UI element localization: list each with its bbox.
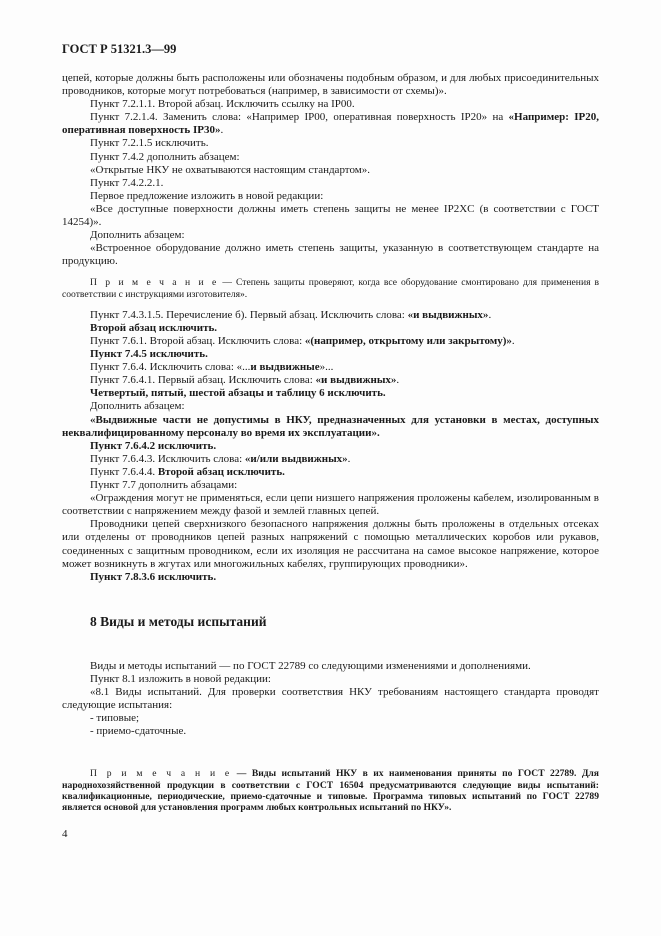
note-label: П р и м е ч а н и е [90,768,232,780]
paragraph [62,374,599,387]
paragraph: «Встроенное оборудование должно иметь степень защиты, указанную в соответствующем стандарте на продукцию. [62,242,599,268]
paragraph: «Выдвижные части не допустимы в НКУ, предназначенных для установки в местах, доступных неквалифицированному персоналу во время их эксплуатации». [62,413,599,439]
list-item: - типовые; [90,712,140,725]
paragraph: Пункт 8.1 изложить в новой редакции: [90,672,271,685]
paragraph: Пункт 7.8.3.6 исключить. [90,570,217,583]
paragraph: Пункт 7.6.4.2 исключить. [90,439,217,452]
paragraph [62,361,599,374]
bold-text-run: «Например: IP20, оперативная поверхность IP30» [62,111,599,137]
paragraph [62,111,599,137]
paragraph: цепей, которые должны быть расположены или обозначены подобным образом, и для любых присоединительных проводников, которые могут потребоваться (например, в зависимости от схемы)». [62,72,599,98]
text-run: . [347,452,351,465]
paragraph: Пункт 7.7 дополнить абзацами: [90,479,238,492]
paragraph: «8.1 Виды испытаний. Для проверки соответствия НКУ требованиям настоящего стандарта проводят следующие испытания: [62,685,599,712]
paragraph: Пункт 7.4.5 исключить. [90,348,208,361]
list-item: - приемо-сдаточные. [90,725,187,738]
paragraph: «Открытые НКУ не охватываются настоящим стандартом». [90,163,370,176]
bold-text-run: «и/или выдвижных» [244,452,348,465]
paragraph: «Все доступные поверхности должны иметь степень защиты не менее IP2XC (в соответствии с ГОСТ 14254)». [62,202,599,229]
note-text: — Виды испытаний НКУ в их наименования приняты по ГОСТ 22789. Для народнохозяйственной продукции в соответствии с ГОСТ 16504 предусматриваются следующие виды испытаний: квалификационные, периодические, приемо-сдаточные и типовые. Программа типовых испытаний по ГОСТ 22789 является основой для установления программ любых контрольных испытаний по НКУ». [62,768,599,813]
note-text: — Степень защиты проверяют, когда все оборудование смонтировано для применения в соответствии с инструкциями изготовителя». [62,277,599,300]
paragraph: Дополнить абзацем: [90,400,185,413]
paragraph: Дополнить абзацем: [90,229,185,242]
bold-text-run: «и выдвижных» [315,374,397,387]
text-run: . [511,335,515,347]
paragraph [62,466,599,479]
text-run: Пункт 7.6.4.4. [90,465,158,478]
paragraph: Пункт 7.4.2 дополнить абзацем: [90,150,240,163]
spacer [62,268,599,277]
spacer [62,738,599,768]
note-paragraph [62,768,599,813]
text-run: »... [319,361,334,374]
paragraph: Виды и методы испытаний — по ГОСТ 22789 со следующими изменениями и дополнениями. [90,659,531,672]
spacer [62,630,599,660]
text-run: . [488,308,492,321]
paragraph [62,309,599,322]
paragraph: Первое предложение изложить в новой редакции: [90,189,324,202]
text-run: Пункт 7.6.4.3. Исключить слова: [90,452,245,465]
bold-text-run: «(например, открытому или закрытому)» [304,335,512,347]
note-label: П р и м е ч а н и е [90,277,219,289]
section-heading: 8 Виды и методы испытаний [90,613,267,629]
spacer [62,584,599,614]
bold-text-run: «и выдвижных» [407,308,489,321]
paragraph: Пункт 7.2.1.5 исключить. [90,137,209,150]
paragraph: «Ограждения могут не применяться, если цепи низшего напряжения проложены кабелем, изолированным в соответствии с напряжением между фазой и землей главных цепей. [62,492,599,518]
bold-text-run: и выдвижные [250,361,320,374]
text-run: Пункт 7.4.3.1.5. Перечисление б). Первый абзац. Исключить слова: [90,308,408,321]
page-number: 4 [62,828,68,840]
paragraph: Второй абзац исключить. [90,321,218,334]
text-run: . [220,124,224,137]
document-header: ГОСТ Р 51321.3—99 [62,42,177,56]
text-run: Пункт 7.6.4.1. Первый абзац. Исключить слова: [90,374,316,387]
paragraph [62,335,599,348]
text-run: Пункт 7.2.1.4. Заменить слова: «Например IP00, оперативная поверхность IP20» на [90,111,509,124]
paragraph: Четвертый, пятый, шестой абзацы и таблицу 6 исключить. [90,387,386,400]
paragraph [62,453,599,466]
paragraph: Проводники цепей сверхнизкого безопасного напряжения должны быть проложены в отдельных отсеках или отделены от проводников цепей разных напряжений с помощью металлических коробов или рукавов, соединенных с защитным проводником, если их изоляция не рассчитана на самое высокое напряжение, которое может возникнуть в жгутах или многожильных кабелях, группирующих проводники». [62,518,599,570]
paragraph: Пункт 7.2.1.1. Второй абзац. Исключить ссылку на IP00. [90,98,355,111]
spacer [62,300,599,309]
note-paragraph [62,277,599,299]
document-body [62,72,599,813]
paragraph: Пункт 7.4.2.2.1. [90,176,164,189]
text-run: Пункт 7.6.4. Исключить слова: «... [90,361,251,374]
text-run: . [396,374,400,387]
bold-text-run: Второй абзац исключить. [157,465,285,478]
text-run: Пункт 7.6.1. Второй абзац. Исключить слова: [90,335,305,347]
